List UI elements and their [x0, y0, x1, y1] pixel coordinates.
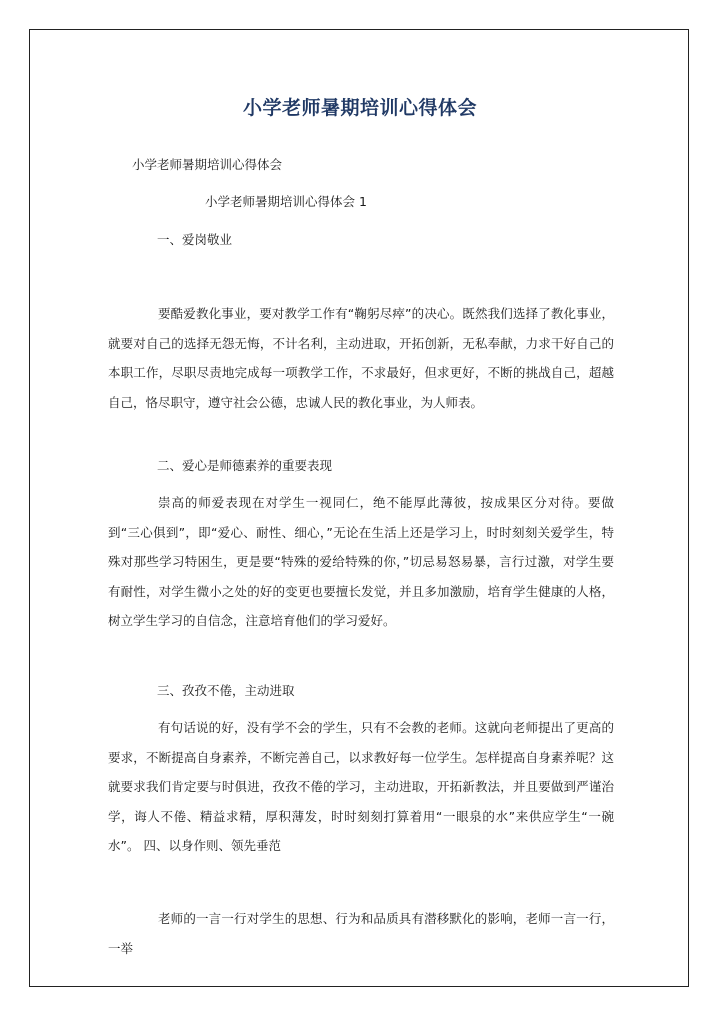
paragraph-example: 老师的一言一行对学生的思想、行为和品质具有潜移默化的影响，老师一言一行，一举 — [108, 911, 614, 956]
paragraph-love-job: 要酷爱教化事业，要对教学工作有“鞠躬尽瘁”的决心。既然我们选择了教化事业，就要对自己的选择无怨无悔，不计名利，主动进取，开拓创新，无私奉献，力求干好自己的本职工作，尽职尽责地完成每一项教学工作，不求最好，但求更好，不断的挑战自己，超越自己，恪尽职守，遵守社会公德，忠诚人民的教化事业，为人师表。 — [108, 306, 614, 410]
document-subtitle: 小学老师暑期培训心得体会 — [132, 157, 283, 172]
paragraph-love-heart: 崇高的师爱表现在对学生一视同仁，绝不能厚此薄彼，按成果区分对待。要做到“三心俱到”，即“爱心、耐性、细心，”无论在生活上还是学习上，时时刻刻关爱学生，特殊对那些学习特困生，更是要“特殊的爱给特殊的你，”切忌易怒易暴，言行过激，对学生要有耐性，对学生微小之处的好的变更也要擅长发觉，并且多加激励，培育学生健康的人格，树立学生学习的自信念，注意培育他们的学习爱好。 — [108, 495, 614, 628]
heading-love-heart: 二、爱心是师德素养的重要表现 — [157, 458, 333, 473]
heading-diligent: 三、孜孜不倦，主动进取 — [157, 683, 295, 698]
document-title: 小学老师暑期培训心得体会 — [242, 97, 477, 119]
heading-love-job: 一、爱岗敬业 — [157, 232, 233, 247]
paragraph-diligent: 有句话说的好，没有学不会的学生，只有不会教的老师。这就向老师提出了更高的要求，不断提高自身素养，不断完善自己，以求教好每一位学生。怎样提高自身素养呢？这就要求我们肯定要与时俱进，孜孜不倦的学习，主动进取，开拓新教法，并且要做到严谨治学，诲人不倦、精益求精，厚积薄发，时时刻刻打算着用“一眼泉的水”来供应学生“一碗水”。 四、以身作则、领先垂范 — [108, 720, 614, 853]
section-heading: 小学老师暑期培训心得体会 1 — [205, 194, 367, 209]
